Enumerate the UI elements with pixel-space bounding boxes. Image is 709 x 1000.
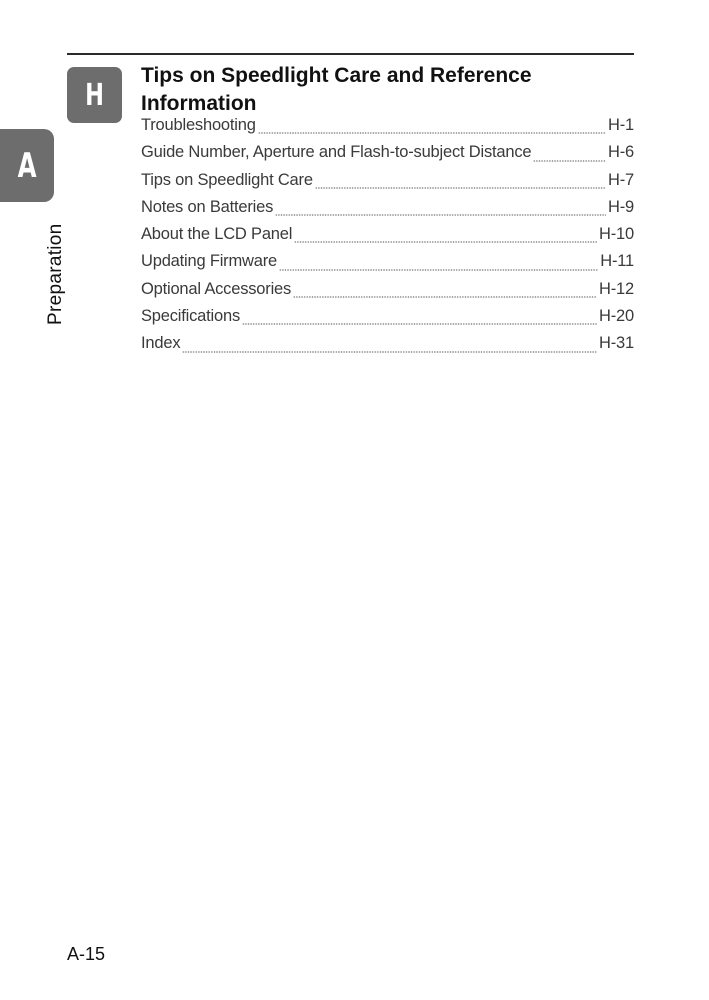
table-of-contents xyxy=(141,116,634,362)
toc-entry-page: H-6 xyxy=(608,143,634,162)
header-rule xyxy=(67,53,634,55)
toc-entry-page: H-20 xyxy=(599,307,634,326)
toc-entry[interactable] xyxy=(141,334,634,361)
toc-entry[interactable] xyxy=(141,307,634,334)
toc-entry-page: H-11 xyxy=(600,252,634,271)
section-tab xyxy=(0,129,54,202)
toc-leader-dots xyxy=(258,131,606,135)
toc-entry-label: Updating Firmware xyxy=(141,252,277,271)
toc-entry-label: Troubleshooting xyxy=(141,116,256,134)
toc-leader-dots xyxy=(533,159,606,163)
toc-entry-page: H-7 xyxy=(608,170,634,189)
section-tab-label: Preparation xyxy=(45,223,66,325)
toc-entry-page: H-10 xyxy=(599,225,634,244)
toc-leader-dots xyxy=(242,322,597,326)
toc-entry-page: H-12 xyxy=(599,279,634,298)
toc-entry[interactable] xyxy=(141,143,634,170)
toc-entry-label: Optional Accessories xyxy=(141,279,292,298)
toc-leader-dots xyxy=(182,350,597,354)
toc-entry-label: About the LCD Panel xyxy=(141,225,293,244)
section-tab-letter: A xyxy=(17,145,37,186)
toc-entry-label: Notes on Batteries xyxy=(141,197,274,216)
toc-entry[interactable] xyxy=(141,252,634,279)
toc-leader-dots xyxy=(275,213,606,217)
toc-entry-label: Guide Number, Aperture and Flash-to-subject Distance xyxy=(141,143,532,162)
toc-entry[interactable] xyxy=(141,116,634,143)
toc-entry-page: H-31 xyxy=(599,334,634,353)
toc-entry-label: Index xyxy=(141,334,181,353)
chapter-title: Tips on Speedlight Care and Reference Information xyxy=(141,64,532,115)
toc-entry-label: Tips on Speedlight Care xyxy=(141,170,313,189)
toc-leader-dots xyxy=(293,295,597,299)
toc-entry[interactable] xyxy=(141,198,634,225)
toc-entry-page: H-1 xyxy=(608,116,634,134)
toc-entry[interactable] xyxy=(141,171,634,198)
toc-entry-page: H-9 xyxy=(608,197,634,216)
toc-entry[interactable] xyxy=(141,225,634,252)
toc-leader-dots xyxy=(315,186,606,190)
chapter-badge-letter: H xyxy=(85,77,104,113)
toc-leader-dots xyxy=(294,240,597,244)
toc-entry[interactable] xyxy=(141,280,634,307)
page-number: A-15 xyxy=(67,944,106,964)
toc-leader-dots xyxy=(279,268,598,272)
toc-entry-label: Specifications xyxy=(141,307,241,326)
chapter-badge xyxy=(67,67,122,123)
